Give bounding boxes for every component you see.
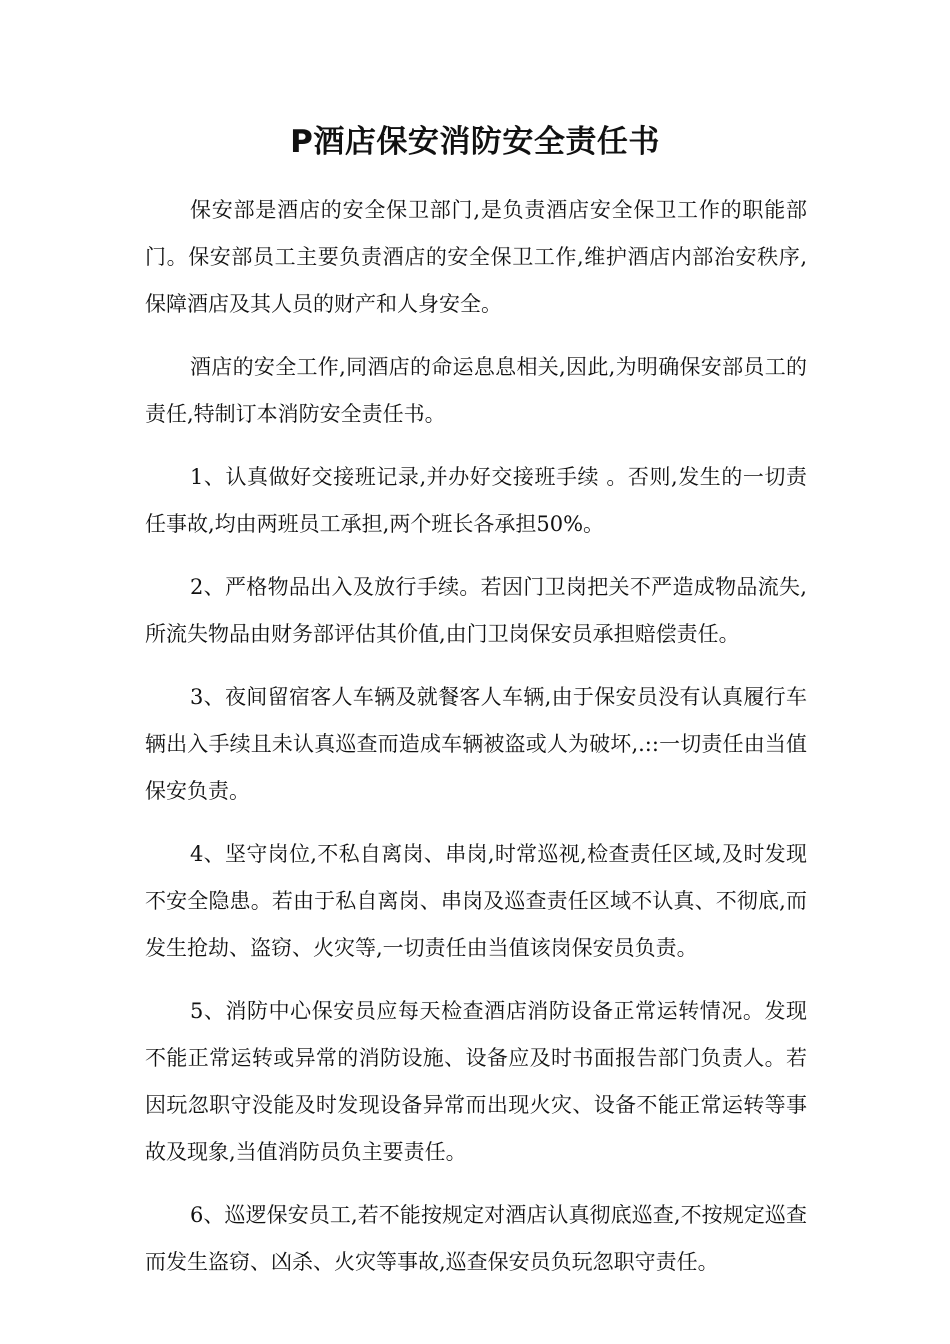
- document-body: [145, 187, 807, 1302]
- document-title: P酒店保安消防安全责任书: [290, 124, 660, 160]
- paragraph-intro: 保安部是酒店的安全保卫部门,是负责酒店安全保卫工作的职能部门。保安部员工主要负责酒店的安全保卫工作,维护酒店内部治安秩序,保障酒店及其人员的财产和人身安全。: [145, 198, 807, 316]
- clause-2: 2、严格物品出入及放行手续。若因门卫岗把关不严造成物品流失,所流失物品由财务部评估其价值,由门卫岗保安员承担赔偿责任。: [145, 575, 807, 646]
- clause-5: 5、消防中心保安员应每天检查酒店消防设备正常运转情况。发现不能正常运转或异常的消防设施、设备应及时书面报告部门负责人。若因玩忽职守没能及时发现设备异常而出现火灾、设备不能正常运转等事故及现象,当值消防员负主要责任。: [145, 999, 807, 1164]
- clause-6: 6、巡逻保安员工,若不能按规定对酒店认真彻底巡查,不按规定巡查而发生盗窃、凶杀、火灾等事故,巡查保安员负玩忽职守责任。: [145, 1203, 807, 1274]
- clause-1: 1、认真做好交接班记录,并办好交接班手续 。否则,发生的一切责任事故,均由两班员工承担,两个班长各承担50%。: [145, 465, 807, 536]
- clause-4: 4、坚守岗位,不私自离岗、串岗,时常巡视,检查责任区域,及时发现不安全隐患。若由于私自离岗、串岗及巡查责任区域不认真、不彻底,而发生抢劫、盗窃、火灾等,一切责任由当值该岗保安员负责。: [145, 842, 807, 960]
- clause-3: 3、夜间留宿客人车辆及就餐客人车辆,由于保安员没有认真履行车辆出入手续且未认真巡查而造成车辆被盗或人为破坏,.::一切责任由当值保安负责。: [145, 685, 807, 803]
- paragraph-purpose: 酒店的安全工作,同酒店的命运息息相关,因此,为明确保安部员工的责任,特制订本消防安全责任书。: [145, 355, 807, 426]
